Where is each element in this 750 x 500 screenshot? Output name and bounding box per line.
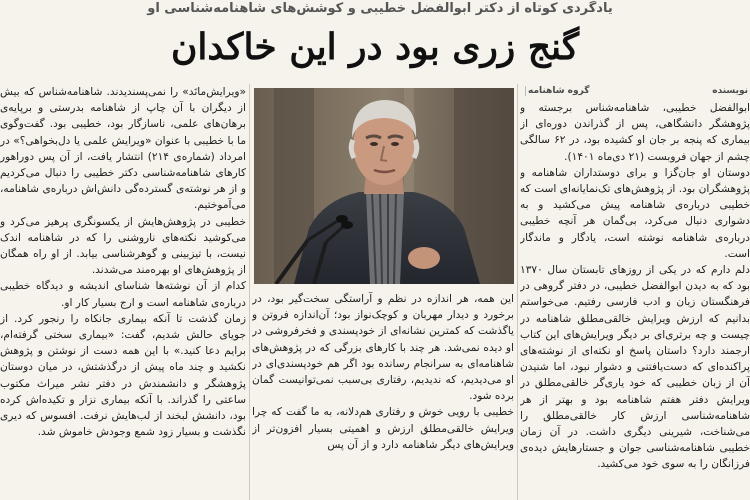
article-column-left — [0, 84, 246, 440]
paragraph: «ویرایش‌مانَد» را نمی‌پسندیدند. شاهنامه‌شناس که بیش از دیگران با آن چاپ از شاهنامه بدرستی و برپایه‌ی برهان‌های علمی، ناسازگار بود، خطیبی بود. گفت‌وگوی ما با خطیبی با عنوان «ویرایش علمی یا دل‌بخواهی؟» در امرداد (شماره‌ی ۲۱۴) انتشار یافت، از آن پس دوراهور کارهای شاهنامه‌شناسی دکتر خطیبی را دنبال می‌کردیم و از هر نوشته‌ی گسترده‌گی دانش‌اش درباره‌ی شاهنامه، می‌آموختیم. — [0, 86, 246, 212]
paragraph: خطیبی با رویی خوش و رفتاری هم‌دلانه، به ما گفت که چرا ویرایش خالقی‌مطلق ارزش و اهمیتی بسیار افزون‌تر از ویرایش‌های دیگر شاهنامه دارد و از آن پس — [252, 406, 514, 451]
paragraph: این همه، هر اندازه در نظم و آراستگی سخت‌گیر بود، در برخورد و دیدار مهربان و کوچک‌نواز بود؛ آن‌اندازه فروتن و یاگذشت که کمترین نشانه‌ای از خودپسندی و فخرفروشی در او دیده نمی‌شد. هر چند با کارهای بزرگی که در پژوهش‌های شاهنامه‌ای به سرانجام رسانده بود اگر هم خودپسندی‌ای در او می‌دیدیم، که ندیدیم، رفتاری بی‌سبب نمی‌توانیست گمان برده شود. — [252, 293, 514, 403]
paragraph: خطیبی در پژوهش‌هایش از یکسونگری پرهیز می‌کرد و می‌کوشید نکته‌های ناروشنی را که در شاهنامه اندک نیست، با تیزبینی و گوهرشناسی بیابد. از او راه همگان از پژوهش‌های او بهره‌مند می‌شدند. — [0, 215, 246, 277]
column-divider — [517, 84, 518, 500]
portrait-photo — [254, 88, 514, 284]
column-divider — [249, 84, 250, 500]
paragraph: دلم دارم که در یکی از روزهای تابستان سال ۱۳۷۰ بود که به دیدن ابوالفضل خطیبی، در دفتر گروهی در فرهنگستان زبان و ادب فارسی رفتیم. می‌خواستم بدانیم که ارزش ویرایش خالقی‌مطلق شاهنامه در چیست و چه برتری‌ای بر دیگر ویرایش‌های این کتاب ارجمند دارد؟ داستان پاسخ او نکته‌ای از نوشته‌های پراکنده‌ای که دست‌یافتنی و دشوار نبود، اما شنیدن آن از زبان خطیبی که خود یاری‌گر خالقی‌مطلق در ویرایش دفتر هفتم شاهنامه بود و بهتر از هر شاهنامه‌شناسی ارزش کار خالقی‌مطلق را می‌شناخت، شیرینی دیگری داشت. در آن زمان خطیبی شاهنامه‌شناسی جوان و جستارهایش دیده‌ی فرزانگان را به سوی خود می‌کشید. — [520, 264, 750, 471]
article-column-right — [520, 100, 750, 473]
section-tag: گروه شاهنامه — [525, 86, 589, 96]
author-tag: نویسنده — [712, 86, 748, 96]
article-headline: گنج زری بود در این خاکدان — [170, 26, 580, 68]
paragraph: ابوالفضل خطیبی، شاهنامه‌شناس برجسته و پژوهشگر دانشگاهی، پس از گذراندن دوره‌ای از بیماری که پنجه بر جان او کشیده بود، در ۶۲ سالگی چشم از جهان فروبست (۲۱ دی‌ماه ۱۴۰۱). — [520, 102, 750, 163]
kicker-subtitle: یادگردی کوتاه از دکتر ابوالفضل خطیبی و کوشش‌های شاهنامه‌شناسی او — [147, 1, 613, 16]
paragraph: دوستان او جان‌گزا و برای دوستداران شاهنامه و پژوهشگران بود. از پژوهش‌های تک‌نمایانه‌ای است که خطیبی درباره‌ی شاهنامه پیش می‌کشید و به دشواری دنبال می‌کرد، بی‌گمان هر آنچه خطیبی درباره‌ی شاهنامه نوشته است، یادگار و ماندگار است. — [520, 166, 750, 260]
paragraph: زمان گذشت تا آنکه بیماری جانکاه را رنجور کرد. از جویای حالش شدیم، گفت: «بیماری سختی گرفته‌ام، برایم دعا کنید.» با این همه دست از نوشتن و پژوهش نکشید و چند ماه پیش از درگذشتش، در میان دوستان پژوهشگر و دانشمندش در دفتر نشر میراث مکتوب ساعتی را گذراند. با آنکه بیماری نزار و تکیده‌اش کرده بود، دانشش لبخند از لب‌هایش نرفت. افسوس که دیری نگذشت و بسیار زود شمع وجودش خاموش شد. — [0, 312, 246, 439]
paragraph: کدام از آن نوشته‌ها شناسای اندیشه و دیدگاه خطیبی درباره‌ی شاهنامه است و ارج بسیار کار او. — [0, 280, 246, 309]
article-tags — [525, 84, 750, 98]
portrait-illustration — [254, 88, 514, 284]
article-column-middle — [252, 291, 514, 453]
